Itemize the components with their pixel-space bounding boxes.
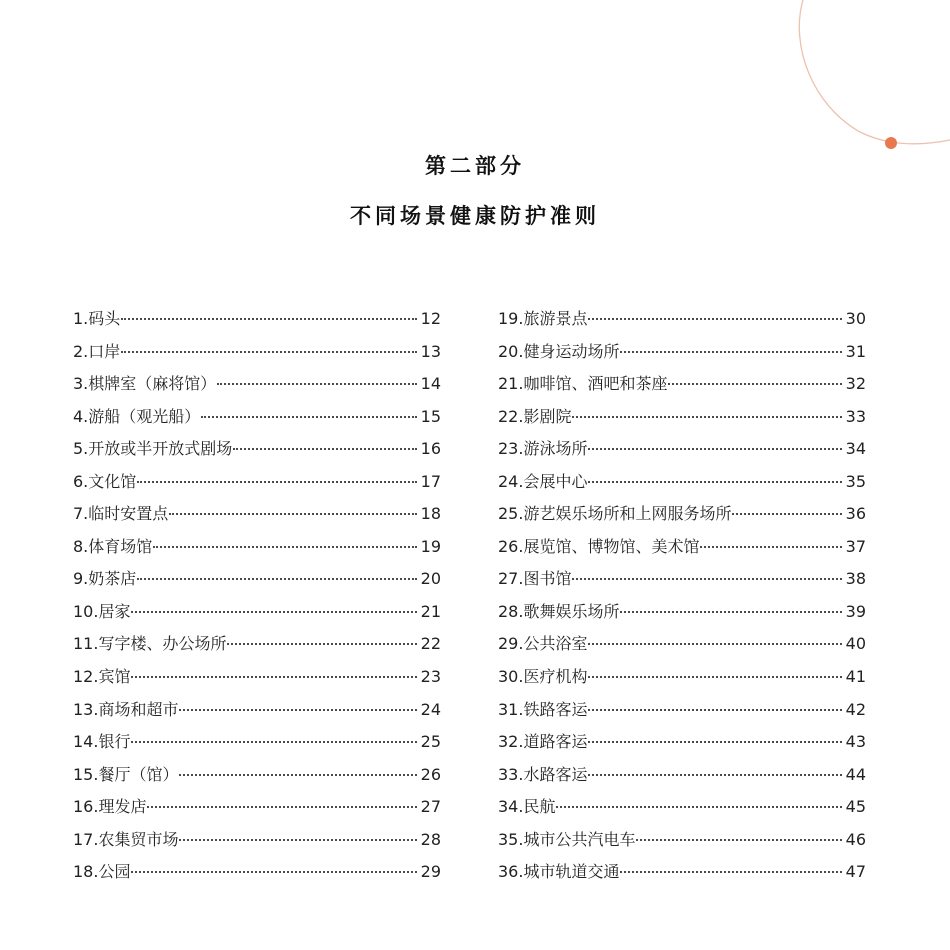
toc-dot-leader	[732, 513, 842, 515]
toc-entry-label: 25.游艺娱乐场所和上网服务场所	[498, 504, 732, 524]
toc-entry-label: 7.临时安置点	[73, 504, 169, 524]
toc-entry[interactable]	[73, 628, 441, 661]
toc-entry-page: 22	[420, 634, 441, 654]
toc-entry[interactable]	[498, 563, 866, 596]
toc-column-left	[73, 303, 441, 889]
toc-entry-page: 40	[845, 634, 866, 654]
toc-dot-leader	[201, 416, 417, 418]
arc-dot	[885, 137, 897, 149]
toc-entry-page: 44	[845, 764, 866, 784]
part-heading: 第二部分	[425, 154, 525, 178]
toc-dot-leader	[588, 448, 842, 450]
toc-entry-label: 3.棋牌室（麻将馆）	[73, 374, 217, 394]
toc-entry-label: 8.体育场馆	[73, 536, 153, 556]
toc-entry-label: 1.码头	[73, 309, 121, 328]
toc-entry[interactable]	[73, 856, 441, 889]
toc-dot-leader	[179, 839, 417, 841]
toc-entry-page: 25	[420, 732, 441, 752]
toc-entry-page: 19	[420, 536, 441, 556]
toc-entry-label: 6.文化馆	[73, 471, 137, 491]
toc-entry-label: 24.会展中心	[498, 471, 588, 491]
toc-entry-page: 14	[420, 374, 441, 394]
toc-entry-label: 36.城市轨道交通	[498, 862, 620, 882]
toc-dot-leader	[217, 383, 417, 385]
toc-dot-leader	[668, 383, 842, 385]
toc-entry[interactable]	[498, 628, 866, 661]
toc-dot-leader	[700, 546, 842, 548]
toc-entry-label: 13.商场和超市	[73, 699, 179, 719]
toc-entry[interactable]	[73, 401, 441, 434]
toc-dot-leader	[179, 774, 417, 776]
toc-entry-page: 31	[845, 341, 866, 361]
toc-entry-page: 21	[420, 601, 441, 621]
toc-entry-page: 13	[420, 341, 441, 361]
toc-dot-leader	[588, 774, 842, 776]
toc-dot-leader	[131, 611, 417, 613]
toc-entry-label: 2.口岸	[73, 341, 121, 361]
toc-entry[interactable]	[73, 531, 441, 564]
toc-entry-label: 22.影剧院	[498, 406, 572, 426]
toc-entry[interactable]	[73, 694, 441, 727]
toc-dot-leader	[588, 318, 842, 320]
toc-entry-page: 46	[845, 829, 866, 849]
toc-dot-leader	[588, 709, 842, 711]
toc-entry-page: 42	[845, 699, 866, 719]
toc-entry-label: 33.水路客运	[498, 764, 588, 784]
toc-dot-leader	[233, 448, 417, 450]
toc-entry-page: 41	[845, 667, 866, 687]
toc-entry-page: 34	[845, 439, 866, 459]
toc-dot-leader	[572, 416, 842, 418]
toc-entry[interactable]	[498, 824, 866, 857]
toc-entry-page: 28	[420, 829, 441, 849]
toc-entry-label: 4.游船（观光船）	[73, 406, 201, 426]
toc-entry[interactable]	[73, 791, 441, 824]
toc-entry-label: 34.民航	[498, 797, 556, 817]
toc-dot-leader	[153, 546, 417, 548]
toc-entry-page: 29	[420, 862, 441, 882]
toc-entry-label: 10.居家	[73, 601, 131, 621]
toc-dot-leader	[588, 481, 842, 483]
toc-entry-page: 39	[845, 601, 866, 621]
toc-dot-leader	[588, 676, 842, 678]
toc-entry-label: 27.图书馆	[498, 569, 572, 589]
toc-entry-label: 17.农集贸市场	[73, 829, 179, 849]
toc-entry[interactable]	[73, 759, 441, 792]
toc-entry-page: 12	[420, 309, 441, 328]
toc-entry-page: 26	[420, 764, 441, 784]
toc-entry-label: 23.游泳场所	[498, 439, 588, 459]
arc-line	[799, 0, 950, 144]
toc-entry[interactable]	[498, 433, 866, 466]
toc-entry[interactable]	[73, 466, 441, 499]
toc-entry[interactable]	[498, 368, 866, 401]
toc-entry-page: 37	[845, 536, 866, 556]
toc-entry-label: 19.旅游景点	[498, 309, 588, 328]
toc-entry-label: 9.奶茶店	[73, 569, 137, 589]
toc-entry-page: 23	[420, 667, 441, 687]
toc-entry[interactable]	[73, 661, 441, 694]
toc-entry-label: 26.展览馆、博物馆、美术馆	[498, 536, 700, 556]
toc-entry[interactable]	[73, 726, 441, 759]
toc-entry[interactable]	[498, 336, 866, 369]
toc-dot-leader	[131, 676, 417, 678]
toc-entry-page: 15	[420, 406, 441, 426]
toc-dot-leader	[620, 611, 842, 613]
toc-entry[interactable]	[498, 694, 866, 727]
toc-entry[interactable]	[73, 303, 441, 336]
toc-entry-page: 27	[420, 797, 441, 817]
toc-entry[interactable]	[73, 368, 441, 401]
toc-dot-leader	[179, 709, 417, 711]
toc-dot-leader	[137, 578, 417, 580]
toc-entry-page: 47	[845, 862, 866, 882]
toc-dot-leader	[588, 643, 842, 645]
toc-entry-page: 32	[845, 374, 866, 394]
toc-entry[interactable]	[73, 433, 441, 466]
toc-dot-leader	[121, 318, 417, 320]
toc-entry-page: 36	[845, 504, 866, 524]
toc-entry-page: 20	[420, 569, 441, 589]
toc-entry-label: 29.公共浴室	[498, 634, 588, 654]
toc-entry-label: 30.医疗机构	[498, 667, 588, 687]
toc-entry[interactable]	[498, 791, 866, 824]
toc-entry[interactable]	[498, 531, 866, 564]
toc-entry[interactable]	[498, 498, 866, 531]
toc-entry-label: 28.歌舞娱乐场所	[498, 601, 620, 621]
toc-entry-label: 5.开放或半开放式剧场	[73, 439, 233, 459]
toc-entry-label: 11.写字楼、办公场所	[73, 634, 227, 654]
toc-entry[interactable]	[498, 759, 866, 792]
toc-entry-label: 14.银行	[73, 732, 131, 752]
toc-entry-label: 20.健身运动场所	[498, 341, 620, 361]
toc-dot-leader	[131, 741, 417, 743]
toc-entry-label: 15.餐厅（馆）	[73, 764, 179, 784]
toc-dot-leader	[227, 643, 417, 645]
section-title: 不同场景健康防护准则	[350, 204, 600, 228]
toc-entry[interactable]	[498, 856, 866, 889]
toc-dot-leader	[620, 871, 842, 873]
toc-dot-leader	[131, 871, 417, 873]
toc-dot-leader	[636, 839, 842, 841]
toc-entry-label: 31.铁路客运	[498, 699, 588, 719]
toc-entry-page: 38	[845, 569, 866, 589]
toc-entry-page: 43	[845, 732, 866, 752]
toc-dot-leader	[588, 741, 842, 743]
toc-entry-label: 18.公园	[73, 862, 131, 882]
toc-dot-leader	[147, 806, 417, 808]
toc-entry-page: 16	[420, 439, 441, 459]
toc-entry-page: 24	[420, 699, 441, 719]
toc-entry-page: 45	[845, 797, 866, 817]
toc-entry-page: 17	[420, 471, 441, 491]
toc-entry[interactable]	[73, 498, 441, 531]
toc-entry-page: 30	[845, 309, 866, 328]
toc-entry[interactable]	[498, 661, 866, 694]
toc-dot-leader	[572, 578, 842, 580]
toc-entry-label: 32.道路客运	[498, 732, 588, 752]
toc-dot-leader	[556, 806, 842, 808]
toc-entry[interactable]	[498, 466, 866, 499]
toc-entry[interactable]	[73, 563, 441, 596]
toc-entry-page: 35	[845, 471, 866, 491]
toc-entry-page: 33	[845, 406, 866, 426]
toc-dot-leader	[620, 351, 842, 353]
toc-entry[interactable]	[498, 596, 866, 629]
toc-entry-page: 18	[420, 504, 441, 524]
toc-entry[interactable]	[498, 726, 866, 759]
toc-entry[interactable]	[73, 596, 441, 629]
toc-entry[interactable]	[498, 401, 866, 434]
toc-entry-label: 16.理发店	[73, 797, 147, 817]
toc-entry-label: 35.城市公共汽电车	[498, 829, 636, 849]
toc-dot-leader	[169, 513, 417, 515]
toc-entry-label: 21.咖啡馆、酒吧和茶座	[498, 374, 668, 394]
toc-entry-label: 12.宾馆	[73, 667, 131, 687]
toc-entry[interactable]	[73, 824, 441, 857]
toc-entry[interactable]	[73, 336, 441, 369]
toc-entry[interactable]	[498, 303, 866, 336]
toc-column-right	[498, 303, 866, 889]
toc-dot-leader	[121, 351, 417, 353]
toc-dot-leader	[137, 481, 417, 483]
